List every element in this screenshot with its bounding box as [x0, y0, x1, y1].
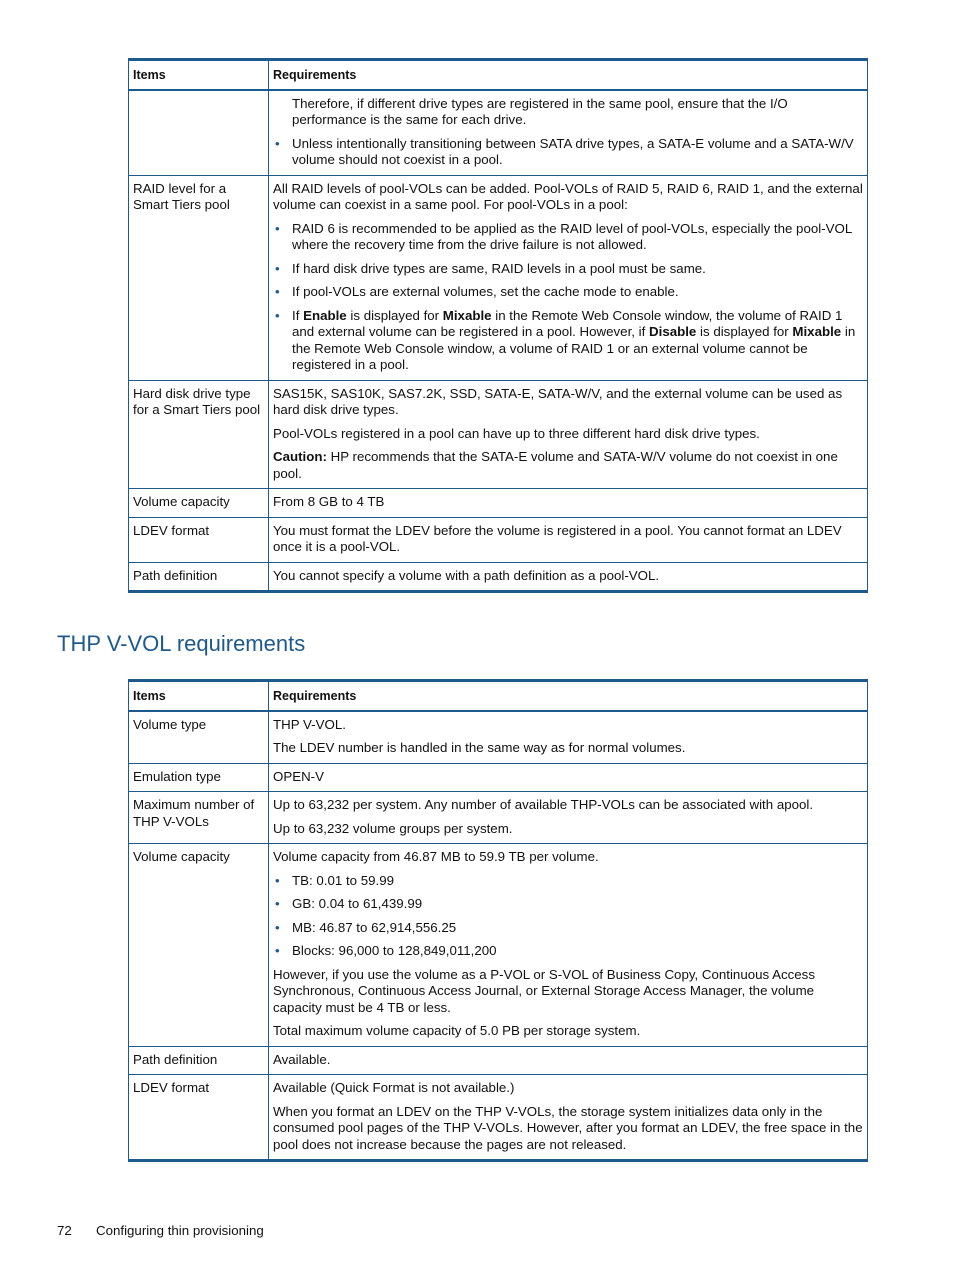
table-row [129, 711, 868, 764]
requirements-cell [269, 90, 868, 176]
table-row [129, 90, 868, 176]
requirements-cell: You must format the LDEV before the volume is registered in a pool. You cannot format an LDEV once it is a pool-VOL. [269, 517, 868, 562]
paragraph: Pool-VOLs registered in a pool can have up to three different hard disk drive types. [273, 425, 760, 441]
requirements-cell [269, 792, 868, 844]
chapter-title: Configuring thin provisioning [96, 1223, 264, 1238]
requirements-cell [269, 175, 868, 380]
bullet-icon: • [275, 220, 280, 236]
list-item: • TB: 0.01 to 59.99 [275, 872, 395, 888]
table-row [129, 562, 868, 592]
bullet-icon: • [275, 284, 280, 299]
bullet-list [273, 221, 863, 374]
header-items: Items [129, 60, 269, 90]
list-item: • GB: 0.04 to 61,439.99 [275, 896, 423, 911]
header-requirements: Requirements [269, 60, 868, 90]
caution-label: Caution: [273, 449, 327, 464]
item-cell: LDEV format [129, 517, 269, 562]
item-cell: Volume capacity [129, 844, 269, 1047]
list-item: • Unless intentionally transitioning between SATA drive types, a SATA-E volume and a SATA-W/V volume should not coexist in a pool. [275, 135, 854, 167]
item-cell: Volume type [129, 711, 269, 764]
item-cell: Volume capacity [129, 489, 269, 518]
table-row [129, 1046, 868, 1075]
table-row [129, 517, 868, 562]
list-item: • If pool-VOLs are external volumes, set the cache mode to enable. [275, 284, 679, 299]
item-cell [129, 90, 269, 176]
bullet-icon: • [275, 307, 280, 323]
item-cell: Hard disk drive type for a Smart Tiers pool [129, 380, 269, 489]
item-cell: LDEV format [129, 1075, 269, 1161]
paragraph: Available (Quick Format is not available.) [273, 1080, 515, 1095]
page-number: 72 [57, 1223, 72, 1238]
table-row [129, 489, 868, 518]
requirements-cell: OPEN-V [269, 763, 868, 792]
paragraph: SAS15K, SAS10K, SAS7.2K, SSD, SATA-E, SATA-W/V, and the external volume can be used as hard disk drive types. [273, 385, 843, 417]
requirements-cell [269, 1075, 868, 1161]
table-row [129, 1075, 868, 1161]
page-footer [57, 1223, 264, 1240]
paragraph: THP V-VOL. [273, 716, 346, 732]
bullet-icon: • [275, 135, 280, 151]
list-item: • If Enable is displayed for Mixable in the Remote Web Console window, the volume of RAID 1 and external volume can be registered in a pool. However, if Disable is displayed for Mixable in the Remote Web Console window, a volume of RAID 1 or an external volume cannot be registered in a pool. [275, 307, 856, 372]
bullet-list [273, 873, 863, 960]
item-cell: Maximum number of THP V-VOLs [129, 792, 269, 844]
table-row [129, 844, 868, 1047]
thp-vvol-requirements-table [128, 679, 868, 1162]
paragraph: All RAID levels of pool-VOLs can be added. Pool-VOLs of RAID 5, RAID 6, RAID 1, and the external volume can coexist in a same pool. For pool-VOLs in a pool: [273, 180, 863, 212]
item-cell: Emulation type [129, 763, 269, 792]
header-requirements: Requirements [269, 681, 868, 711]
table-row [129, 175, 868, 380]
requirements-cell [269, 380, 868, 489]
requirements-cell: Available. [269, 1046, 868, 1075]
bullet-icon: • [275, 919, 280, 935]
requirements-cell [269, 711, 868, 764]
continued-paragraph: Therefore, if different drive types are registered in the same pool, ensure that the I/O performance is the same for each drive. [292, 95, 788, 127]
caution-note: Caution: HP recommends that the SATA-E volume and SATA-W/V volume do not coexist in one pool. [273, 449, 838, 481]
list-item: • RAID 6 is recommended to be applied as the RAID level of pool-VOLs, especially the pool-VOL where the recovery time from the drive failure is not allowed. [275, 220, 852, 252]
item-cell: Path definition [129, 1046, 269, 1075]
table-row [129, 763, 868, 792]
table-row [129, 380, 868, 489]
paragraph: Up to 63,232 volume groups per system. [273, 820, 513, 836]
paragraph: Volume capacity from 46.87 MB to 59.9 TB per volume. [273, 849, 599, 864]
list-item: • MB: 46.87 to 62,914,556.25 [275, 919, 457, 935]
bullet-icon: • [275, 896, 280, 911]
paragraph: When you format an LDEV on the THP V-VOLs, the storage system initializes data only in the consumed pool pages of the THP V-VOLs. However, after you format an LDEV, the free space in the pool does not increase because the pages are not released. [273, 1103, 863, 1152]
list-item: • Blocks: 96,000 to 128,849,011,200 [275, 943, 497, 958]
table-row [129, 792, 868, 844]
paragraph: Total maximum volume capacity of 5.0 PB per storage system. [273, 1023, 641, 1038]
section-heading: THP V-VOL requirements [57, 631, 306, 656]
item-cell: Path definition [129, 562, 269, 592]
header-items: Items [129, 681, 269, 711]
bullet-icon: • [275, 943, 280, 958]
paragraph: The LDEV number is handled in the same way as for normal volumes. [273, 740, 686, 755]
paragraph: Up to 63,232 per system. Any number of available THP-VOLs can be associated with apool. [273, 797, 814, 812]
table-header-row [129, 681, 868, 711]
paragraph: However, if you use the volume as a P-VOL or S-VOL of Business Copy, Continuous Access Synchronous, Continuous Access Journal, or External Storage Access Manager, the volume capacity must be 4 TB or less. [273, 966, 815, 1015]
table-header-row [129, 60, 868, 90]
item-cell: RAID level for a Smart Tiers pool [129, 175, 269, 380]
pool-vol-requirements-table [128, 58, 868, 593]
bullet-icon: • [275, 260, 280, 276]
list-item: • If hard disk drive types are same, RAID levels in a pool must be same. [275, 260, 706, 276]
bullet-icon: • [275, 872, 280, 888]
requirements-cell: From 8 GB to 4 TB [269, 489, 868, 518]
requirements-cell: You cannot specify a volume with a path definition as a pool-VOL. [269, 562, 868, 592]
bullet-list [273, 136, 863, 169]
requirements-cell [269, 844, 868, 1047]
